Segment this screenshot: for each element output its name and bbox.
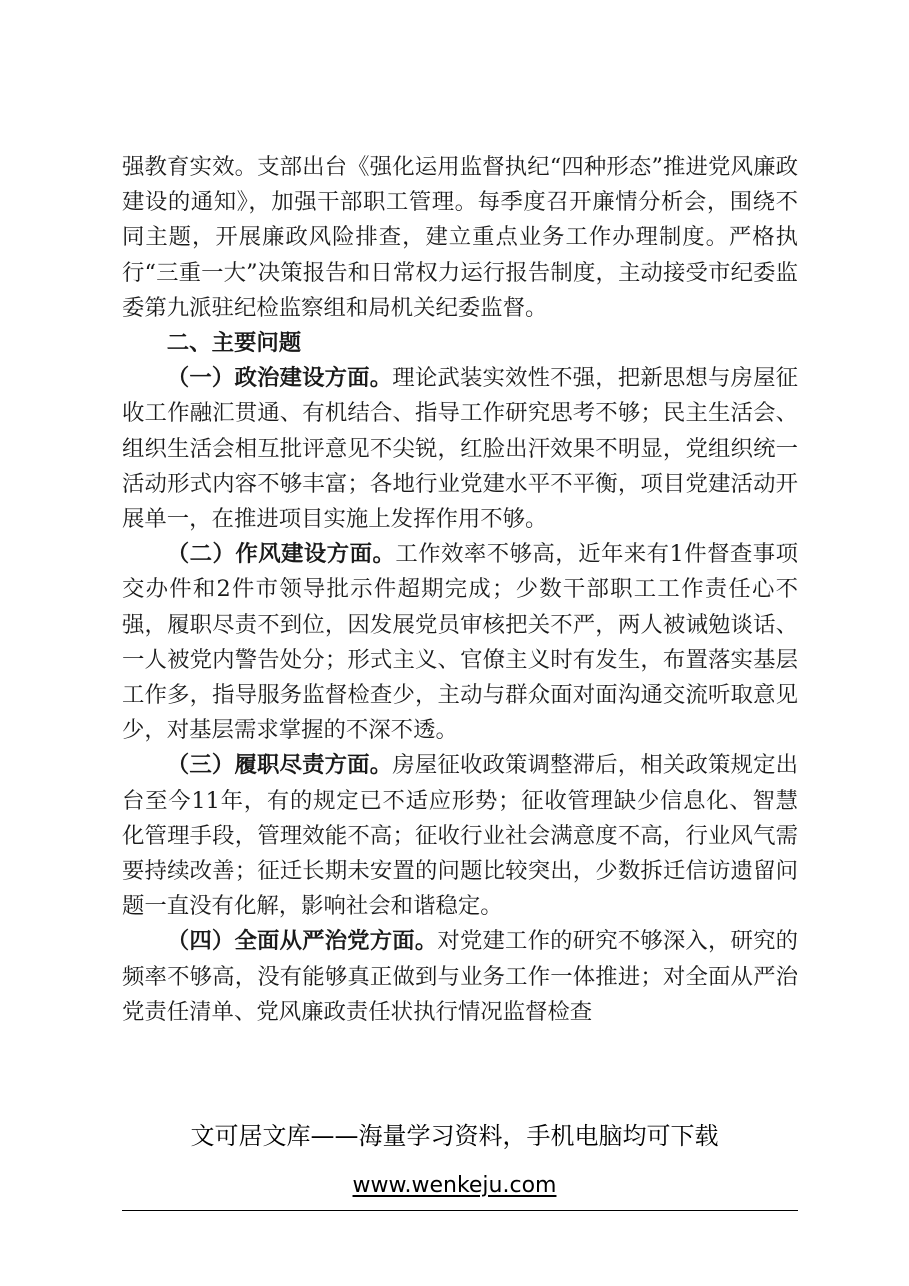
paragraph-discipline (122, 924, 798, 1030)
paragraph-1 (122, 150, 798, 326)
document-body (122, 150, 798, 1030)
paragraph-1-text: 强教育实效。支部出台《强化运用监督执纪“四种形态”推进党风廉政建设的通知》，加强干部职工管理。每季度召开廉情分析会，围绕不同主题，开展廉政风险排查，建立重点业务工作办理制度。严格执行“三重一大”决策报告和日常权力运行报告制度，主动接受市纪委监委第九派驻纪检监察组和局机关纪委监督。 (122, 154, 798, 321)
paragraph-duty-text: 房屋征收政策调整滞后，相关政策规定出台至今11年，有的规定已不适应形势；征收管理缺少信息化、智慧化管理手段，管理效能不高；征收行业社会满意度不高，行业风气需要持续改善；征迁长期未安置的问题比较突出，少数拆迁信访遗留问题一直没有化解，影响社会和谐稳定。 (122, 752, 799, 920)
section-heading: 二、主要问题 (166, 330, 302, 357)
footer-banner: 文可居文库——海量学习资料，手机电脑均可下载 (190, 1122, 719, 1150)
paragraph-discipline-text: 对党建工作的研究不够深入，研究的频率不够高，没有能够真正做到与业务工作一体推进；对全面从严治党责任清单、党风廉政责任状执行情况监督检查 (122, 928, 799, 1025)
paragraph-discipline-lead: （四）全面从严治党方面。 (166, 928, 438, 955)
paragraph-style-lead: （二）作风建设方面。 (166, 541, 396, 568)
paragraph-political-lead: （一）政治建设方面。 (166, 365, 393, 392)
paragraph-style (122, 537, 798, 748)
paragraph-duty-lead: （三）履职尽责方面。 (166, 752, 393, 779)
footer-url-link[interactable]: www.wenkeju.com (352, 1173, 557, 1198)
paragraph-style-text: 工作效率不够高，近年来有1件督查事项交办件和2件市领导批示件超期完成；少数干部职工工作责任心不强，履职尽责不到位，因发展党员审核把关不严，两人被诫勉谈话、一人被党内警告处分；形式主义、官僚主义时有发生，布置落实基层工作多，指导服务监督检查少，主动与群众面对面沟通交流听取意见少，对基层需求掌握的不深不透。 (122, 541, 799, 744)
paragraph-duty (122, 748, 798, 924)
paragraph-political-text: 理论武装实效性不强，把新思想与房屋征收工作融汇贯通、有机结合、指导工作研究思考不够；民主生活会、组织生活会相互批评意见不尖锐，红脸出汗效果不明显，党组织统一活动形式内容不够丰富；各地行业党建水平不平衡，项目党建活动开展单一，在推进项目实施上发挥作用不够。 (122, 365, 799, 533)
paragraph-political (122, 361, 798, 537)
footer-divider (122, 1210, 798, 1211)
